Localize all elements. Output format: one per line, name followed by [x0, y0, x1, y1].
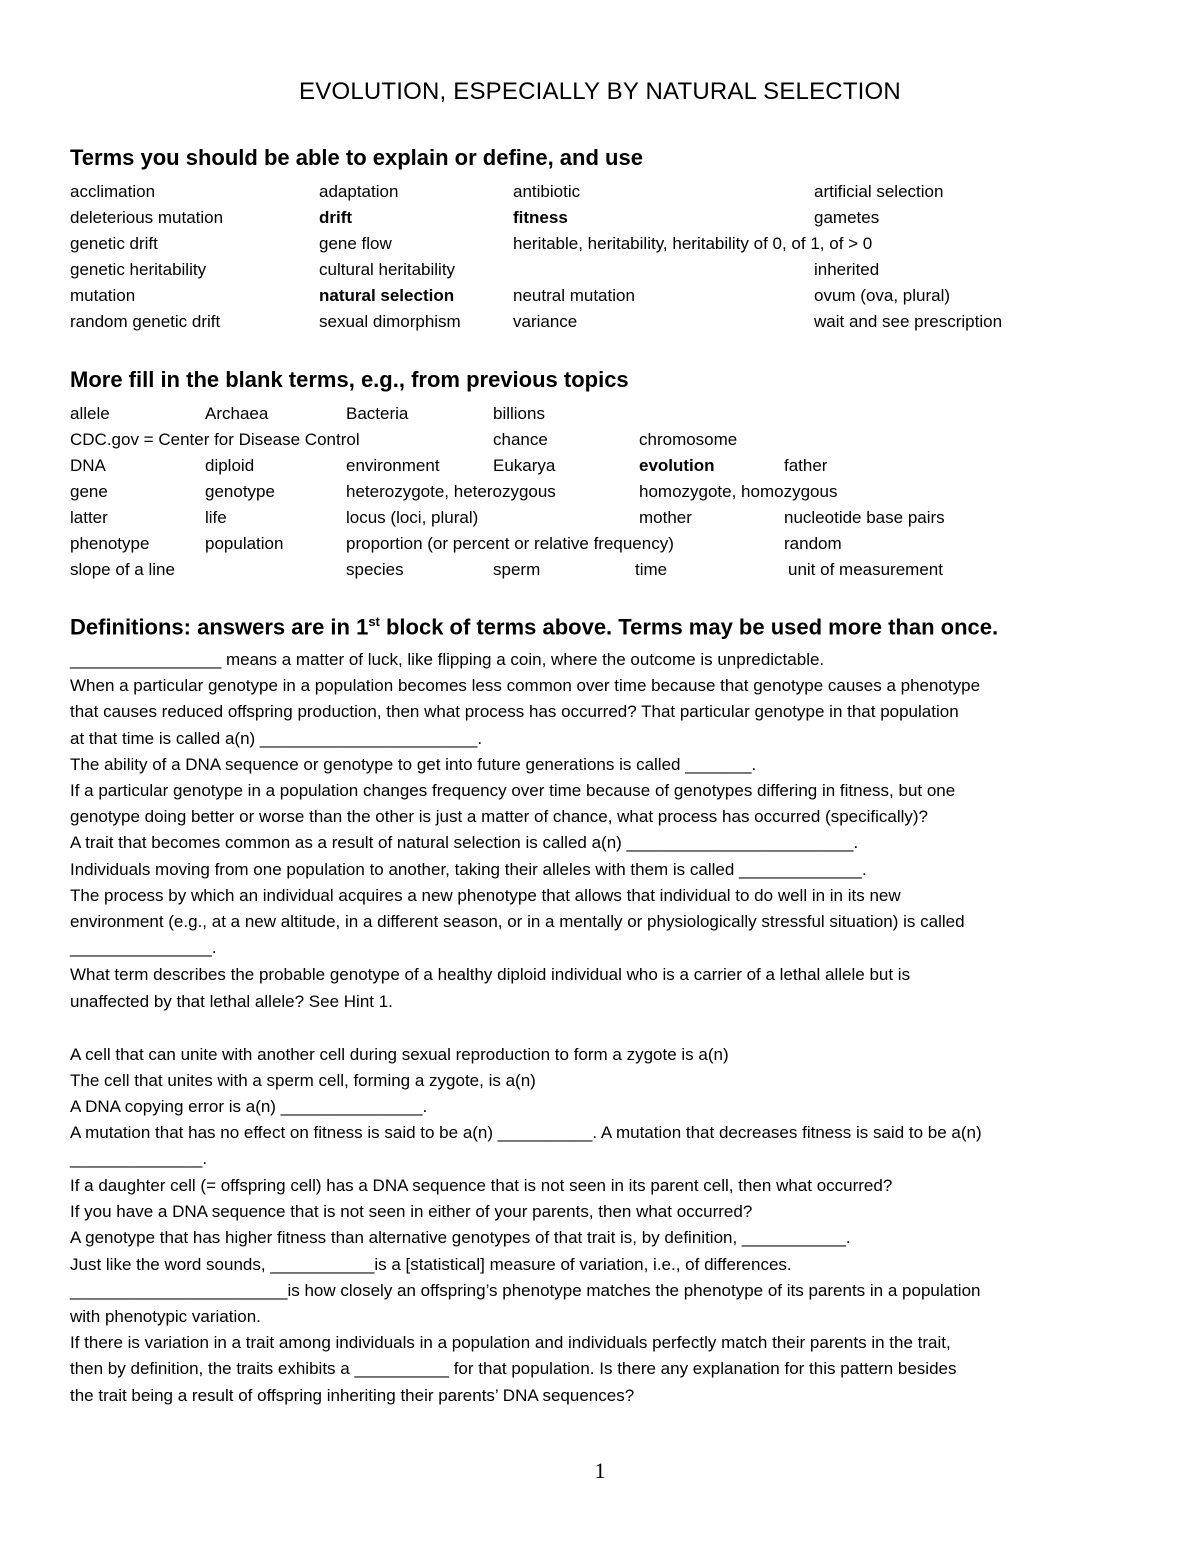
term: mutation	[70, 286, 136, 305]
definition-line: A DNA copying error is a(n) _______________.	[70, 1097, 428, 1116]
term: gene	[70, 482, 108, 501]
term: genotype	[205, 482, 275, 501]
term: evolution	[639, 456, 715, 475]
definition-line: When a particular genotype in a population becomes less common over time because that genotype causes a phenotype	[70, 676, 981, 695]
definition-line: the trait being a result of offspring inheriting their parents’ DNA sequences?	[70, 1386, 635, 1405]
term: gene flow	[319, 234, 392, 253]
term: chance	[493, 430, 548, 449]
term: billions	[493, 404, 545, 423]
term: DNA	[70, 456, 106, 475]
definition-line: ______________.	[70, 1149, 208, 1168]
term: time	[635, 560, 668, 579]
definition-line: The ability of a DNA sequence or genotype to get into future generations is called _______.	[70, 755, 757, 774]
term: antibiotic	[513, 182, 581, 201]
term: Archaea	[205, 404, 269, 423]
term: sexual dimorphism	[319, 312, 461, 331]
term: cultural heritability	[319, 260, 456, 279]
definition-line: environment (e.g., at a new altitude, in a different season, or in a mentally or physiologically stressful situation) is called	[70, 912, 965, 931]
term: sperm	[493, 560, 541, 579]
term: fitness	[513, 208, 568, 227]
term: genetic heritability	[70, 260, 207, 279]
term: locus (loci, plural)	[346, 508, 479, 527]
page-title: EVOLUTION, ESPECIALLY BY NATURAL SELECTION	[299, 78, 901, 105]
term: neutral mutation	[513, 286, 635, 305]
term: phenotype	[70, 534, 150, 553]
term: random genetic drift	[70, 312, 221, 331]
term: random	[784, 534, 842, 553]
section2-heading: More fill in the blank terms, e.g., from previous topics	[70, 367, 629, 392]
term: variance	[513, 312, 578, 331]
term: Eukarya	[493, 456, 556, 475]
term: adaptation	[319, 182, 399, 201]
term: allele	[70, 404, 110, 423]
term: life	[205, 508, 227, 527]
term: heterozygote, heterozygous	[346, 482, 556, 501]
section3-heading-pre: Definitions: answers are in 1	[70, 614, 369, 640]
definition-line: A genotype that has higher fitness than alternative genotypes of that trait is, by definition, ___________.	[70, 1228, 851, 1247]
section3-heading	[70, 614, 998, 640]
definition-line: If you have a DNA sequence that is not seen in either of your parents, then what occurred?	[70, 1202, 753, 1221]
definition-line: Individuals moving from one population to another, taking their alleles with them is called _____________.	[70, 860, 867, 879]
definition-line: The process by which an individual acquires a new phenotype that allows that individual to do well in in its new	[70, 886, 901, 905]
term: deleterious mutation	[70, 208, 224, 227]
term: artificial selection	[814, 182, 944, 201]
section1-heading: Terms you should be able to explain or define, and use	[70, 145, 643, 170]
definition-line: If a daughter cell (= offspring cell) has a DNA sequence that is not seen in its parent cell, then what occurred?	[70, 1176, 893, 1195]
term: proportion (or percent or relative frequency)	[346, 534, 674, 553]
definition-line: unaffected by that lethal allele? See Hint 1.	[70, 992, 393, 1011]
definition-line: A cell that can unite with another cell during sexual reproduction to form a zygote is a(n)	[70, 1045, 729, 1064]
term: species	[346, 560, 404, 579]
term: nucleotide base pairs	[784, 508, 945, 527]
term: diploid	[205, 456, 255, 475]
term: Bacteria	[346, 404, 409, 423]
term: heritable, heritability, heritability of 0, of 1, of > 0	[513, 234, 873, 253]
definition-line: If a particular genotype in a population changes frequency over time because of genotypes differing in fitness, but one	[70, 781, 956, 800]
term: homozygote, homozygous	[639, 482, 838, 501]
term: ovum (ova, plural)	[814, 286, 951, 305]
term: CDC.gov = Center for Disease Control	[70, 430, 360, 449]
term: environment	[346, 456, 440, 475]
term: wait and see prescription	[814, 312, 1003, 331]
definition-line: A mutation that has no effect on fitness is said to be a(n) __________. A mutation that decreases fitness is said to be a(n)	[70, 1123, 982, 1142]
term: natural selection	[319, 286, 455, 305]
definition-line: _______________________is how closely an offspring’s phenotype matches the phenotype of its parents in a population	[70, 1281, 981, 1300]
term: latter	[70, 508, 108, 527]
definition-line: What term describes the probable genotype of a healthy diploid individual who is a carrier of a lethal allele but is	[70, 965, 911, 984]
definition-line: that causes reduced offspring production, then what process has occurred? That particular genotype in that population	[70, 702, 959, 721]
term: genetic drift	[70, 234, 158, 253]
term: father	[784, 456, 828, 475]
term: slope of a line	[70, 560, 175, 579]
definition-line: If there is variation in a trait among individuals in a population and individuals perfectly match their parents in the trait,	[70, 1333, 951, 1352]
term: acclimation	[70, 182, 156, 201]
section3-heading-sup: st	[368, 614, 380, 629]
definition-line: with phenotypic variation.	[70, 1307, 261, 1326]
section3-heading-post: block of terms above. Terms may be used more than once.	[379, 614, 999, 640]
term: chromosome	[639, 430, 738, 449]
term: population	[205, 534, 284, 553]
term: gametes	[814, 208, 880, 227]
term: unit of measurement	[788, 560, 943, 579]
term: mother	[639, 508, 692, 527]
definition-line: ________________ means a matter of luck, like flipping a coin, where the outcome is unpredictable.	[70, 650, 825, 669]
term: inherited	[814, 260, 880, 279]
definition-line: Just like the word sounds, ___________is a [statistical] measure of variation, i.e., of differences.	[70, 1255, 792, 1274]
term: drift	[319, 208, 353, 227]
definition-line: genotype doing better or worse than the other is just a matter of chance, what process has occurred (specifically)?	[70, 807, 929, 826]
definition-line: _______________.	[70, 938, 217, 957]
definition-line: at that time is called a(n) _______________________.	[70, 729, 483, 748]
page-number: 1	[594, 1458, 606, 1483]
definition-line: The cell that unites with a sperm cell, forming a zygote, is a(n)	[70, 1071, 536, 1090]
definition-line: then by definition, the traits exhibits a __________ for that population. Is there any explanation for this pattern besides	[70, 1359, 957, 1378]
definition-line: A trait that becomes common as a result of natural selection is called a(n) ________________________.	[70, 833, 859, 852]
